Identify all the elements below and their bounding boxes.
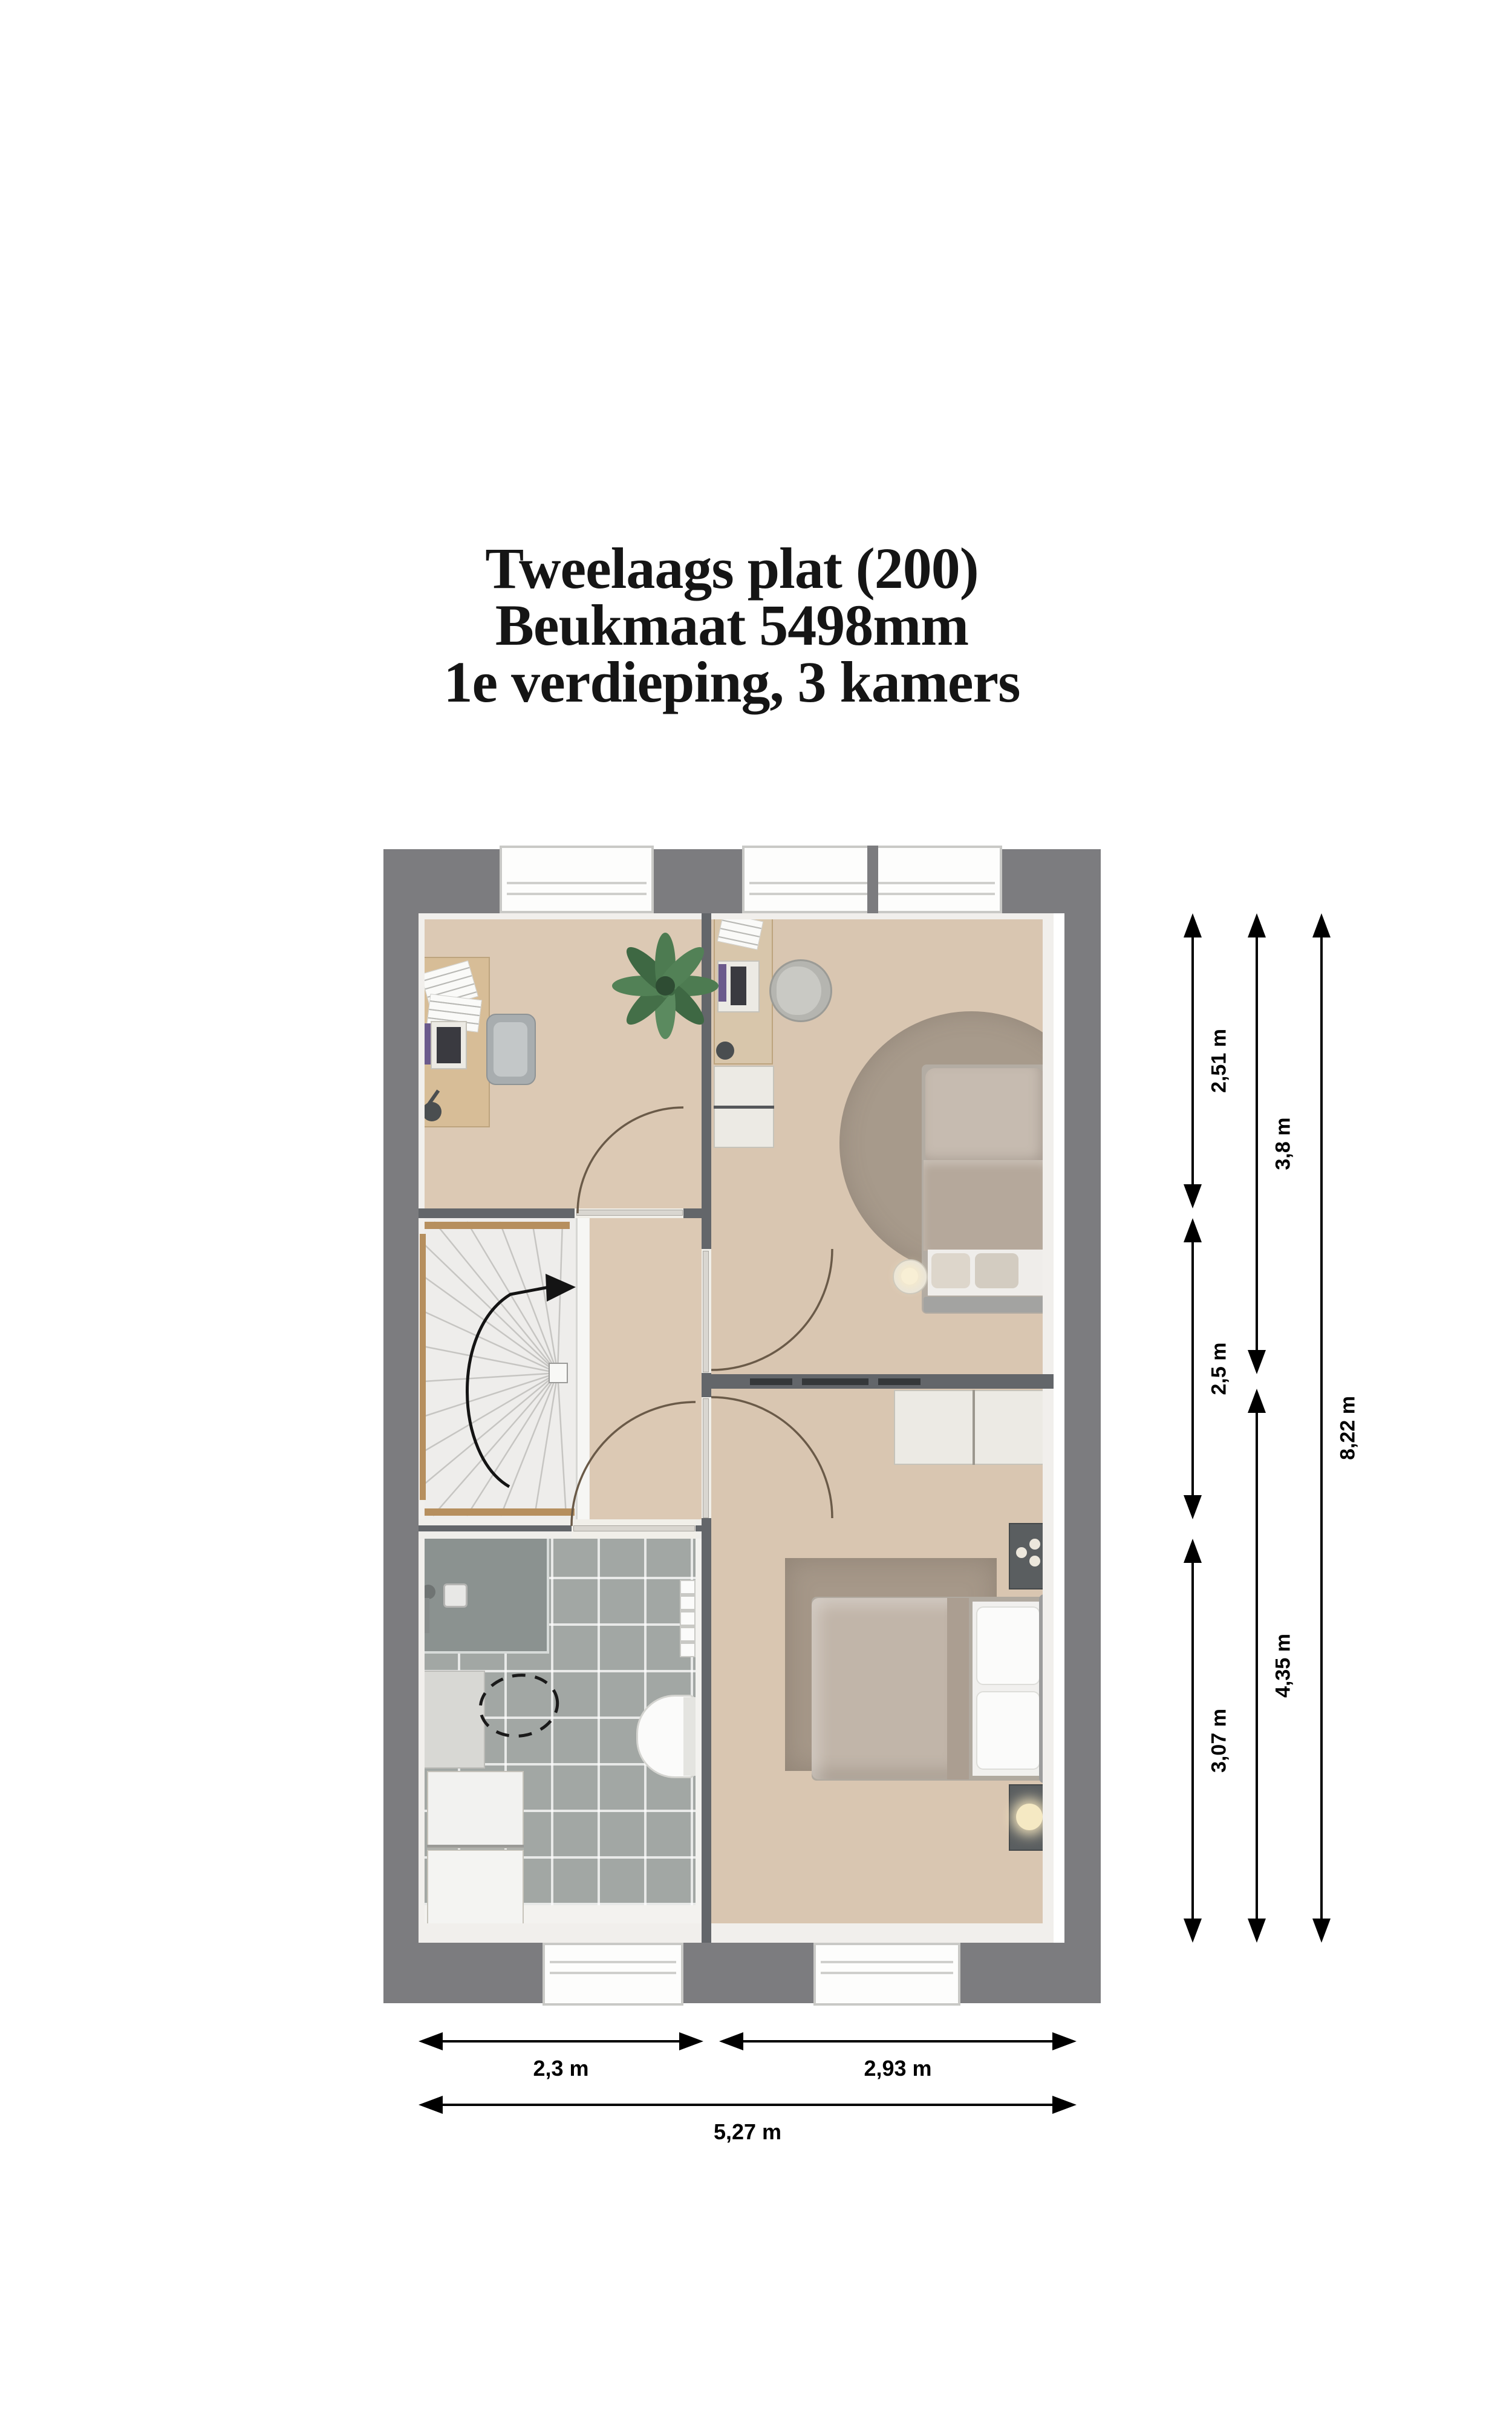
room-bedroom-single xyxy=(711,913,1054,1374)
plaster-edge xyxy=(419,913,425,1943)
window-mullion xyxy=(867,846,878,913)
room-study xyxy=(419,913,702,1208)
bedside-lamp-glow xyxy=(901,1268,918,1285)
dryer xyxy=(427,1850,524,1928)
wall-pier xyxy=(383,1979,543,2003)
arrowhead-icon xyxy=(1184,1495,1202,1519)
room-bedroom-master xyxy=(711,1389,1054,1943)
bed-bench xyxy=(924,1297,1047,1312)
nightstand-lamp-glow xyxy=(1016,1804,1043,1830)
dimension-label: 3,8 m xyxy=(1271,1117,1295,1170)
dimension-label: 5,27 m xyxy=(713,2119,782,2144)
desk-lamp xyxy=(716,1042,734,1060)
title-line-2: Beukmaat 5498mm xyxy=(495,593,969,657)
wall-pier xyxy=(1002,849,1101,878)
window-bedroom-master xyxy=(813,1943,960,2006)
vent-grille xyxy=(802,1378,868,1385)
arrowhead-icon xyxy=(1184,1184,1202,1208)
title-line-3: 1e verdieping, 3 kamers xyxy=(443,650,1020,714)
laptop-screen xyxy=(437,1027,461,1063)
shower-drain xyxy=(443,1583,468,1608)
arrowhead-icon xyxy=(1248,1350,1266,1374)
bed-pillow-small xyxy=(931,1253,970,1288)
toilet-cistern xyxy=(683,1697,696,1776)
bed-duvet xyxy=(924,1160,1047,1251)
stair-railing xyxy=(576,1218,589,1519)
office-chair-seat xyxy=(494,1022,527,1077)
window-bathroom xyxy=(543,1943,683,2006)
candle xyxy=(1029,1539,1040,1550)
bed-pillow-small xyxy=(975,1253,1018,1288)
plaster-edge xyxy=(419,1923,1054,1943)
shower-floor xyxy=(419,1539,549,1654)
wall-pier xyxy=(960,1979,1101,2003)
arrowhead-icon xyxy=(1052,2032,1077,2050)
arrowhead-icon xyxy=(1052,2096,1077,2114)
dimension-label: 2,93 m xyxy=(864,2056,932,2081)
vent-grille xyxy=(750,1378,792,1385)
door-leaf-bedroom-master xyxy=(703,1398,709,1518)
washing-machine xyxy=(427,1771,524,1848)
room-bathroom xyxy=(419,1539,702,1943)
vent-grille xyxy=(878,1378,921,1385)
door-leaf-study xyxy=(576,1210,683,1216)
title-line-1: Tweelaags plat (200) xyxy=(485,536,979,601)
arrowhead-icon xyxy=(1248,1919,1266,1943)
vanity xyxy=(420,1671,485,1769)
dimension-label: 2,3 m xyxy=(533,2056,589,2081)
towel-radiator xyxy=(680,1580,696,1657)
laptop-screen xyxy=(731,967,746,1005)
shower-bar xyxy=(425,1598,429,1633)
room-landing xyxy=(419,1218,702,1519)
bed-pillow xyxy=(976,1691,1040,1770)
dimension-label: 2,5 m xyxy=(1207,1342,1231,1395)
wall-pier xyxy=(383,849,506,878)
wall-exterior-right xyxy=(1064,878,1101,1979)
dimension-label: 3,07 m xyxy=(1207,1709,1231,1773)
bed-pillow xyxy=(976,1606,1040,1685)
candle xyxy=(1016,1547,1027,1558)
tub-chair-seat xyxy=(777,967,821,1015)
door-leaf-bedroom-single xyxy=(703,1251,709,1372)
bed-duvet-pillow xyxy=(925,1068,1045,1165)
wall-pier xyxy=(654,849,742,878)
plaster-edge xyxy=(1043,913,1054,1943)
dimension-label: 2,51 m xyxy=(1207,1029,1231,1093)
window-study xyxy=(500,846,654,913)
drawer-seam xyxy=(714,1106,774,1109)
arrowhead-icon xyxy=(679,2032,703,2050)
bed-duvet xyxy=(812,1598,968,1779)
wall-pier xyxy=(683,1979,813,2003)
book xyxy=(719,964,726,1002)
arrowhead-icon xyxy=(1312,1919,1331,1943)
plaster-edge xyxy=(419,913,1054,919)
wall-exterior-left xyxy=(383,878,419,1979)
dimension-label: 8,22 m xyxy=(1336,1396,1360,1460)
staircase-floor xyxy=(419,1218,590,1519)
arrowhead-icon xyxy=(1184,1919,1202,1943)
dimension-label: 4,35 m xyxy=(1271,1634,1295,1698)
wardrobe-divider xyxy=(973,1390,975,1465)
door-leaf-bathroom xyxy=(573,1525,695,1531)
bed-duvet-fold xyxy=(947,1598,969,1779)
candle xyxy=(1029,1556,1040,1567)
wall-exterior-bottom xyxy=(383,1943,1101,1979)
washing-machine-seam xyxy=(427,1845,524,1848)
